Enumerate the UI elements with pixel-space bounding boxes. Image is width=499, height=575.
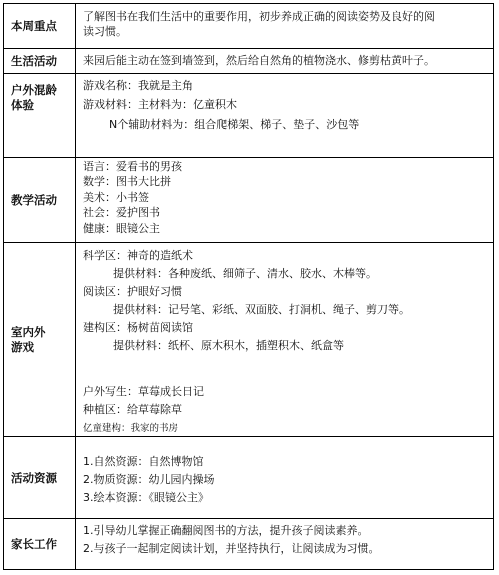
row-label (4, 437, 76, 519)
outdoor-sketch: 户外写生：草莓成长日记 (83, 385, 204, 398)
label-text: 室内外 (11, 325, 46, 339)
label-text: 户外混龄 (11, 83, 57, 97)
yitong-text: 亿童建构：我家的书房 (83, 423, 179, 434)
label-text: 体验 (11, 98, 34, 112)
row-content (77, 158, 493, 243)
teaching-item: 数学：图书大比拼 (83, 175, 171, 189)
game-name: 游戏名称：我就是主角 (83, 79, 193, 92)
row-parent-work (4, 518, 493, 569)
row-label (4, 74, 76, 158)
label-text: 本周重点 (11, 18, 57, 33)
parent-item: 1.引导幼儿掌握正确翻阅图书的方法，提升孩子阅读素养。 (83, 524, 369, 537)
label-text: 家长工作 (11, 536, 57, 551)
science-materials: 提供材料：各种废纸、细筛子、清水、胶水、木棒等。 (113, 267, 377, 280)
focus-line: 读习惯。 (83, 25, 127, 39)
daily-text: 来园后能主动在签到墙签到，然后给自然角的植物浇水、修剪枯黄叶子。 (83, 54, 435, 67)
planting-area: 种植区：给草莓除草 (83, 403, 182, 416)
row-label (4, 243, 76, 437)
row-label (4, 158, 76, 243)
reading-area: 阅读区：护眼好习惯 (83, 285, 182, 298)
resource-item: 1.自然资源：自然博物馆 (83, 455, 204, 468)
game-materials: 游戏材料：主材料为：亿童积木 (83, 98, 237, 112)
row-outdoor-mixed-age (4, 73, 493, 158)
row-activity-resources (4, 436, 493, 519)
row-content (77, 437, 493, 519)
row-label (4, 49, 76, 74)
parent-item: 2.与孩子一起制定阅读计划，并坚持执行，让阅读成为习惯。 (83, 542, 380, 555)
row-content (77, 49, 493, 74)
science-area: 科学区：神奇的造纸术 (83, 249, 193, 262)
teaching-item: 美术：小书签 (83, 190, 149, 204)
row-weekly-focus (4, 4, 493, 48)
label-text: 教学活动 (11, 193, 57, 207)
row-teaching-activities (4, 157, 493, 243)
label-text: 生活活动 (11, 54, 57, 68)
resource-item: 3.绘本资源：《眼镜公主》 (83, 491, 209, 504)
row-content (77, 243, 493, 437)
row-content (77, 519, 493, 569)
teaching-item: 语言：爱看书的男孩 (83, 160, 182, 173)
row-indoor-outdoor-games (4, 242, 493, 437)
row-label (4, 519, 76, 569)
resource-item: 2.物质资源：幼儿园内操场 (83, 473, 215, 486)
row-daily-activity (4, 48, 493, 74)
building-area: 建构区：杨树苗阅读馆 (83, 321, 193, 334)
weekly-plan-table (3, 3, 494, 570)
row-label (4, 4, 76, 48)
focus-line: 了解图书在我们生活中的重要作用，初步养成正确的阅读姿势及良好的阅 (83, 10, 435, 23)
building-materials: 提供材料：纸杯、原木积木，插塑积木、纸盒等 (113, 339, 344, 352)
label-text: 游戏 (11, 340, 34, 354)
row-content (77, 74, 493, 158)
aux-materials: N个辅助材料为：组合爬梯架、梯子、垫子、沙包等 (109, 117, 360, 131)
label-text: 活动资源 (11, 470, 57, 485)
teaching-item: 健康：眼镜公主 (83, 221, 160, 235)
teaching-item: 社会：爱护图书 (83, 206, 160, 220)
row-content (77, 4, 493, 48)
reading-materials: 提供材料：记号笔、彩纸、双面胶、打洞机、绳子、剪刀等。 (113, 303, 410, 316)
